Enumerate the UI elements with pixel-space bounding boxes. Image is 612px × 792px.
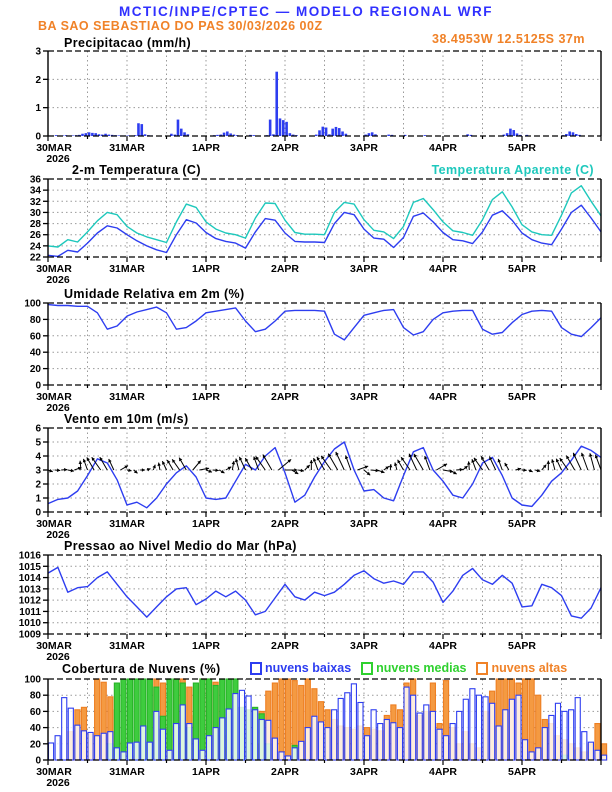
- svg-text:30MAR: 30MAR: [36, 766, 72, 778]
- svg-text:2APR: 2APR: [270, 142, 300, 154]
- svg-text:30MAR: 30MAR: [36, 263, 72, 275]
- svg-text:2APR: 2APR: [270, 766, 300, 778]
- svg-text:31MAR: 31MAR: [109, 518, 145, 530]
- svg-text:5APR: 5APR: [507, 263, 537, 275]
- svg-text:20: 20: [29, 364, 41, 376]
- svg-text:3: 3: [35, 46, 41, 58]
- svg-text:5APR: 5APR: [507, 391, 537, 403]
- svg-text:34: 34: [29, 185, 41, 197]
- svg-text:31MAR: 31MAR: [109, 391, 145, 403]
- svg-text:1012: 1012: [18, 595, 41, 607]
- svg-text:2026: 2026: [46, 153, 70, 165]
- svg-text:3APR: 3APR: [349, 263, 379, 275]
- svg-text:0: 0: [35, 507, 41, 519]
- svg-text:24: 24: [29, 241, 41, 253]
- svg-text:30MAR: 30MAR: [36, 518, 72, 530]
- svg-text:1APR: 1APR: [191, 766, 221, 778]
- svg-text:60: 60: [29, 331, 41, 343]
- svg-text:30MAR: 30MAR: [36, 391, 72, 403]
- svg-text:1011: 1011: [19, 606, 41, 618]
- station-coordinates: 38.4953W 12.5125S 37m: [432, 32, 585, 46]
- panel-title-humidity: Umidade Relativa em 2m (%): [64, 287, 245, 301]
- svg-text:1APR: 1APR: [191, 391, 221, 403]
- svg-text:26: 26: [29, 230, 41, 242]
- svg-text:5APR: 5APR: [507, 766, 537, 778]
- svg-text:40: 40: [29, 347, 41, 359]
- svg-text:3APR: 3APR: [349, 142, 379, 154]
- legend-item-high-clouds: nuvens altas: [476, 661, 567, 675]
- svg-text:0: 0: [35, 755, 41, 767]
- svg-text:32: 32: [29, 196, 41, 208]
- panel-title-apparent-temperature: Temperatura Aparente (C): [431, 163, 594, 177]
- svg-text:2026: 2026: [46, 402, 70, 414]
- svg-text:4APR: 4APR: [428, 263, 458, 275]
- svg-text:1014: 1014: [18, 573, 41, 585]
- svg-text:20: 20: [29, 739, 41, 751]
- panel-pressao: [19, 551, 601, 664]
- svg-text:1APR: 1APR: [191, 640, 221, 652]
- svg-text:31MAR: 31MAR: [109, 766, 145, 778]
- svg-text:4APR: 4APR: [428, 142, 458, 154]
- panel-nuvens: [24, 675, 606, 790]
- svg-text:60: 60: [29, 706, 41, 718]
- svg-text:1016: 1016: [18, 550, 41, 562]
- svg-text:5APR: 5APR: [507, 142, 537, 154]
- page-title: MCTIC/INPE/CPTEC — MODELO REGIONAL WRF: [119, 4, 493, 19]
- panel-title-clouds: Cobertura de Nuvens (%): [62, 662, 221, 676]
- svg-text:3APR: 3APR: [349, 640, 379, 652]
- panel-vento: [35, 424, 601, 542]
- svg-text:30MAR: 30MAR: [36, 142, 72, 154]
- legend-item-mid-clouds: nuvens medias: [361, 661, 466, 675]
- svg-text:36: 36: [29, 174, 41, 186]
- svg-text:5APR: 5APR: [507, 640, 537, 652]
- svg-text:40: 40: [29, 723, 41, 735]
- svg-text:4APR: 4APR: [428, 518, 458, 530]
- svg-text:1: 1: [35, 103, 41, 115]
- svg-text:2APR: 2APR: [270, 518, 300, 530]
- panel-umid: [24, 299, 601, 415]
- svg-text:2026: 2026: [46, 274, 70, 286]
- svg-text:100: 100: [24, 674, 41, 686]
- svg-text:3APR: 3APR: [349, 518, 379, 530]
- svg-text:30: 30: [29, 207, 41, 219]
- svg-text:2026: 2026: [46, 651, 70, 663]
- panel-title-wind: Vento em 10m (m/s): [64, 412, 189, 426]
- svg-text:5: 5: [35, 437, 41, 449]
- station-name: BA SAO SEBASTIAO DO PAS: [38, 19, 225, 33]
- panel-temp: [30, 175, 601, 287]
- svg-text:0: 0: [35, 131, 41, 143]
- svg-text:2APR: 2APR: [270, 263, 300, 275]
- panel-title-temperature: 2-m Temperatura (C): [72, 163, 201, 177]
- svg-text:2026: 2026: [46, 529, 70, 541]
- panel-precip: [35, 47, 601, 166]
- svg-text:2: 2: [35, 74, 41, 86]
- run-datetime: 30/03/2026 00Z: [228, 19, 323, 33]
- svg-text:0: 0: [35, 380, 41, 392]
- svg-text:3: 3: [35, 465, 41, 477]
- svg-text:3APR: 3APR: [349, 391, 379, 403]
- svg-text:4APR: 4APR: [428, 766, 458, 778]
- svg-text:4APR: 4APR: [428, 640, 458, 652]
- svg-text:2APR: 2APR: [270, 391, 300, 403]
- svg-text:80: 80: [29, 690, 41, 702]
- svg-text:6: 6: [35, 423, 41, 435]
- svg-text:31MAR: 31MAR: [109, 640, 145, 652]
- svg-text:5APR: 5APR: [507, 518, 537, 530]
- legend-item-low-clouds: nuvens baixas: [250, 661, 351, 675]
- svg-text:100: 100: [24, 298, 41, 310]
- panel-title-precipitation: Precipitacao (mm/h): [64, 36, 192, 50]
- svg-text:1: 1: [35, 493, 41, 505]
- svg-text:1009: 1009: [18, 629, 41, 641]
- svg-text:1APR: 1APR: [191, 518, 221, 530]
- svg-text:1010: 1010: [18, 618, 41, 630]
- svg-text:28: 28: [29, 219, 41, 231]
- svg-text:31MAR: 31MAR: [109, 142, 145, 154]
- svg-text:1013: 1013: [18, 584, 41, 596]
- svg-text:1015: 1015: [18, 561, 41, 573]
- svg-text:1APR: 1APR: [191, 263, 221, 275]
- svg-text:2: 2: [35, 479, 41, 491]
- svg-text:4APR: 4APR: [428, 391, 458, 403]
- svg-text:1APR: 1APR: [191, 142, 221, 154]
- svg-text:30MAR: 30MAR: [36, 640, 72, 652]
- svg-text:80: 80: [29, 314, 41, 326]
- svg-text:2026: 2026: [46, 777, 70, 789]
- svg-text:3APR: 3APR: [349, 766, 379, 778]
- svg-text:22: 22: [29, 252, 41, 264]
- svg-text:2APR: 2APR: [270, 640, 300, 652]
- svg-text:4: 4: [35, 451, 41, 463]
- svg-text:31MAR: 31MAR: [109, 263, 145, 275]
- panel-title-pressure: Pressao ao Nivel Medio do Mar (hPa): [64, 539, 297, 553]
